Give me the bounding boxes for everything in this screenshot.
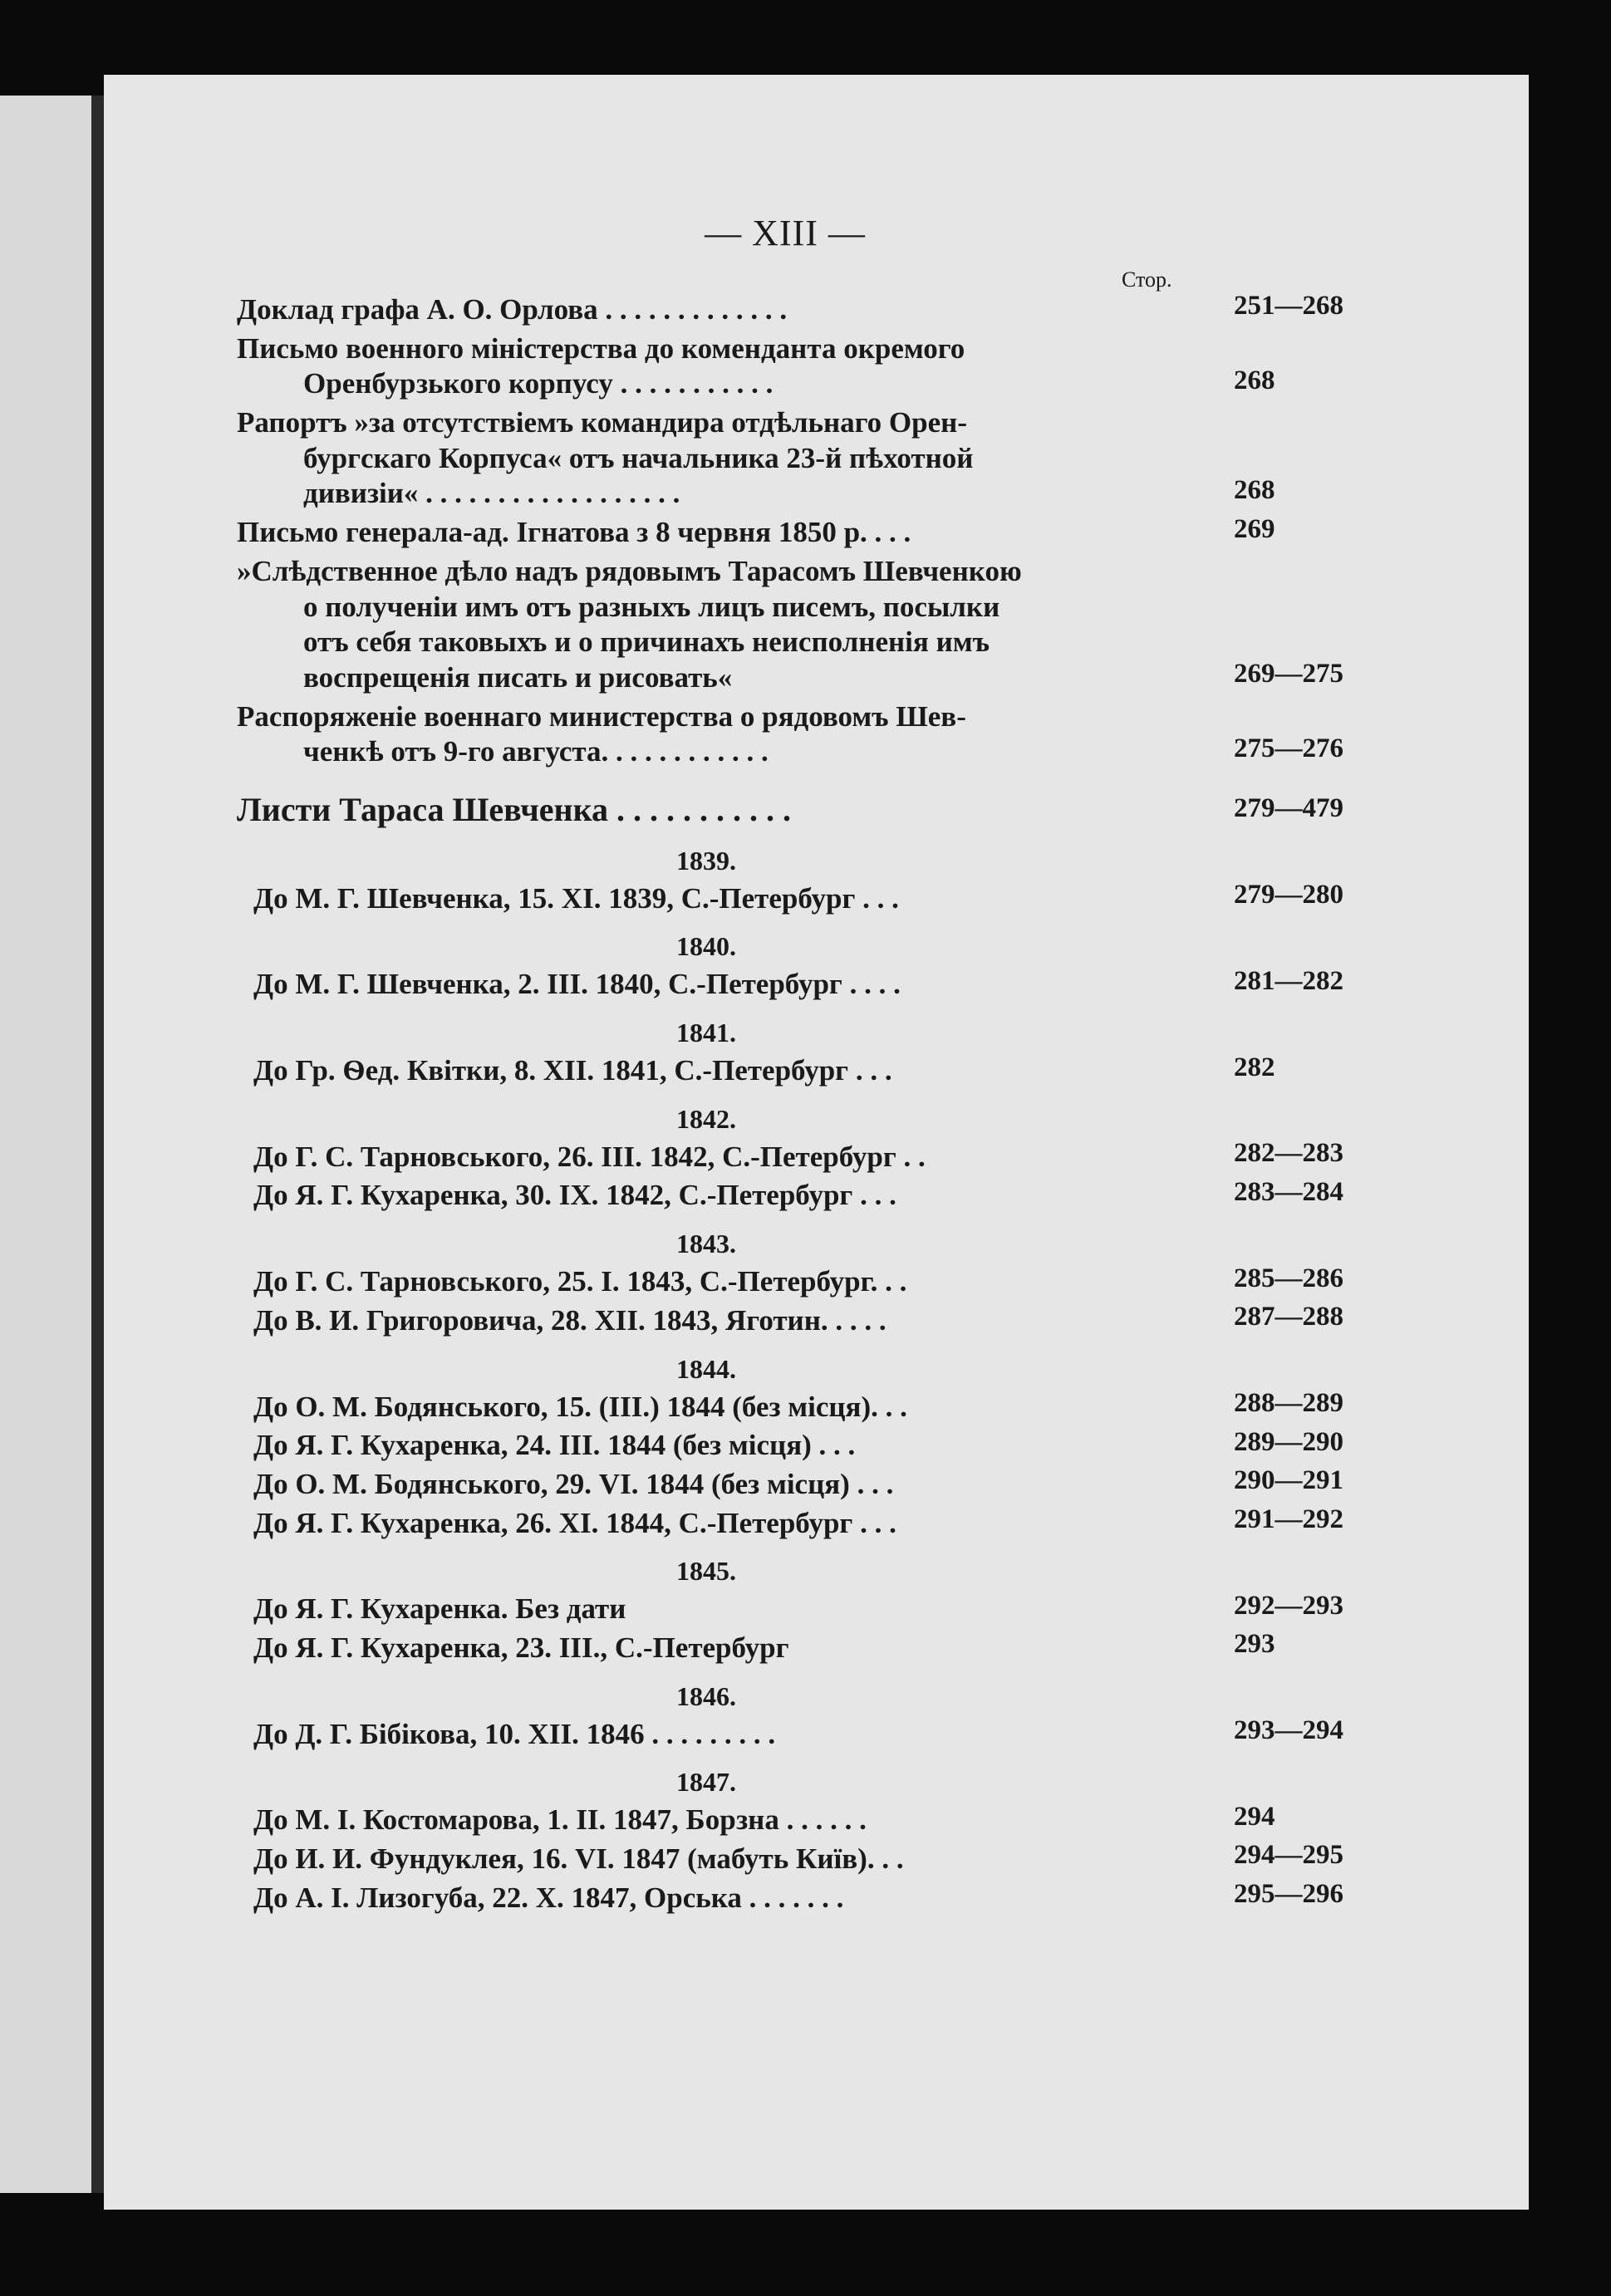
toc-entry bbox=[237, 699, 1400, 770]
letter-title: До Г. С. Тарновського, 26. III. 1842, С.-Петербург . . bbox=[253, 1140, 926, 1173]
letter-entry bbox=[237, 1592, 1400, 1627]
adjacent-page-edge bbox=[0, 96, 98, 2193]
letter-title: До Д. Г. Бібікова, 10. XII. 1846 . . . . . . . . . bbox=[253, 1717, 776, 1750]
letter-entry bbox=[237, 967, 1400, 1003]
letter-pages: 282 bbox=[1234, 1052, 1275, 1082]
letter-title: До Я. Г. Кухаренка, 30. IX. 1842, С.-Петербург . . . bbox=[253, 1179, 896, 1212]
entry-line: бургскаго Корпуса« отъ начальника 23-й пѣхотной bbox=[303, 441, 974, 474]
entry-title bbox=[237, 515, 1176, 551]
letter-entry bbox=[237, 1881, 1400, 1916]
entry-line: Письмо военного міністерства до коменданта окремого bbox=[237, 331, 965, 365]
entry-line: Письмо генерала-ад. Ігнатова з 8 червня 1850 р. . . . bbox=[237, 516, 911, 549]
letter-entry bbox=[237, 881, 1400, 917]
entry-title bbox=[237, 554, 1176, 696]
page-number: — XIII — bbox=[705, 213, 866, 253]
year-heading: 1842. bbox=[676, 1103, 736, 1134]
letter-pages: 279—280 bbox=[1234, 880, 1343, 910]
letter-pages: 292—293 bbox=[1234, 1590, 1343, 1621]
letter-pages: 282—283 bbox=[1234, 1138, 1343, 1169]
year-heading: 1847. bbox=[676, 1767, 736, 1798]
table-of-contents bbox=[237, 292, 1400, 1919]
letters-section bbox=[237, 790, 1400, 831]
entry-line: о полученіи имъ отъ разныхъ лицъ писемъ, посылки bbox=[303, 590, 1000, 623]
letter-title: До О. М. Бодянського, 15. (III.) 1844 (без місця). . . bbox=[253, 1390, 907, 1423]
entry-line: »Слѣдственное дѣло надъ рядовымъ Тарасомъ Шевченкою bbox=[237, 554, 1022, 587]
entry-pages: 269 bbox=[1234, 513, 1275, 544]
letter-pages: 294—295 bbox=[1234, 1840, 1343, 1871]
letter-entry bbox=[237, 1842, 1400, 1877]
letter-entry bbox=[237, 1631, 1400, 1666]
letter-title: До Г. С. Тарновського, 25. I. 1843, С.-Петербург. . . bbox=[253, 1265, 907, 1298]
year-heading: 1844. bbox=[676, 1353, 736, 1384]
entry-line: отъ себя таковыхъ и о причинахъ неисполненія имъ bbox=[303, 626, 990, 659]
letter-entry bbox=[237, 1428, 1400, 1464]
letter-pages: 294 bbox=[1234, 1801, 1275, 1832]
year-heading: 1843. bbox=[676, 1229, 736, 1259]
letter-pages: 293 bbox=[1234, 1629, 1275, 1660]
section-title: Листи Тараса Шевченка . . . . . . . . . . . bbox=[237, 790, 792, 828]
document-page bbox=[104, 75, 1529, 2210]
letter-title: До В. И. Григоровича, 28. XII. 1843, Яготин. . . . . bbox=[253, 1303, 887, 1337]
entry-pages: 269—275 bbox=[1234, 659, 1343, 689]
toc-entry bbox=[237, 515, 1400, 551]
year-heading: 1845. bbox=[676, 1556, 736, 1587]
letter-entry bbox=[237, 1803, 1400, 1838]
entry-title bbox=[237, 699, 1176, 770]
letter-entry bbox=[237, 1053, 1400, 1089]
entry-line: Доклад графа А. О. Орлова . . . . . . . . . . . . . bbox=[237, 293, 788, 326]
letter-pages: 283—284 bbox=[1234, 1176, 1343, 1207]
year-heading: 1840. bbox=[676, 931, 736, 962]
entry-pages: 275—276 bbox=[1234, 733, 1343, 763]
toc-entry bbox=[237, 292, 1400, 328]
entry-pages: 268 bbox=[1234, 474, 1275, 505]
letter-title: До Я. Г. Кухаренка, 26. XI. 1844, С.-Петербург . . . bbox=[253, 1506, 896, 1539]
letter-pages: 287—288 bbox=[1234, 1302, 1343, 1332]
letter-entry bbox=[237, 1140, 1400, 1175]
entry-line: Распоряженіе военнаго министерства о рядовомъ Шев- bbox=[237, 699, 966, 733]
entry-pages: 268 bbox=[1234, 365, 1275, 395]
pages-column-header: Стор. bbox=[1122, 267, 1172, 292]
entry-line: ченкѣ отъ 9-го августа. . . . . . . . . . . . bbox=[303, 735, 769, 768]
letter-title: До Гр. Ѳед. Квітки, 8. XII. 1841, С.-Петербург . . . bbox=[253, 1054, 892, 1087]
entry-line: Оренбурзького корпусу . . . . . . . . . . . bbox=[303, 367, 774, 400]
letter-title: До Я. Г. Кухаренка. Без дати bbox=[253, 1592, 626, 1626]
letter-pages: 288—289 bbox=[1234, 1387, 1343, 1418]
entry-line: воспрещенія писать и рисовать« bbox=[303, 660, 733, 694]
letter-entry bbox=[237, 1264, 1400, 1300]
letter-title: До И. И. Фундуклея, 16. VI. 1847 (мабуть Київ). . . bbox=[253, 1842, 904, 1876]
entry-pages: 251—268 bbox=[1234, 291, 1343, 321]
letter-entry bbox=[237, 1467, 1400, 1503]
letter-entry bbox=[237, 1506, 1400, 1542]
letter-entry bbox=[237, 1178, 1400, 1214]
letter-title: До Я. Г. Кухаренка, 23. III., С.-Петербург bbox=[253, 1631, 789, 1664]
section-pages: 279—479 bbox=[1234, 793, 1343, 824]
entry-title bbox=[237, 331, 1176, 402]
year-heading: 1846. bbox=[676, 1680, 736, 1711]
letter-pages: 290—291 bbox=[1234, 1465, 1343, 1496]
letter-title: До Я. Г. Кухаренка, 24. III. 1844 (без місця) . . . bbox=[253, 1429, 856, 1462]
entry-title bbox=[237, 292, 1176, 328]
year-heading: 1839. bbox=[676, 845, 736, 876]
toc-entry bbox=[237, 405, 1400, 512]
letter-pages: 291—292 bbox=[1234, 1504, 1343, 1535]
letter-pages: 281—282 bbox=[1234, 965, 1343, 996]
letter-entry bbox=[237, 1387, 1400, 1425]
letter-entry bbox=[237, 1717, 1400, 1753]
letter-title: До А. І. Лизогуба, 22. X. 1847, Орська . . . . . . . bbox=[253, 1881, 844, 1914]
year-heading: 1841. bbox=[676, 1018, 736, 1048]
letter-pages: 285—286 bbox=[1234, 1263, 1343, 1293]
toc-entry bbox=[237, 554, 1400, 696]
entry-line: дивизіи« . . . . . . . . . . . . . . . . . . bbox=[303, 477, 680, 510]
letter-title: До М. Г. Шевченка, 2. III. 1840, С.-Петербург . . . . bbox=[253, 968, 901, 1001]
letter-pages: 293—294 bbox=[1234, 1715, 1343, 1746]
letter-pages: 295—296 bbox=[1234, 1879, 1343, 1910]
entry-title bbox=[237, 405, 1176, 512]
entry-line: Рапортъ »за отсутствіемъ командира отдѣльнаго Орен- bbox=[237, 406, 967, 439]
letter-title: До М. І. Костомарова, 1. II. 1847, Борзна . . . . . . bbox=[253, 1803, 867, 1837]
letter-entry bbox=[237, 1303, 1400, 1339]
letter-title: До О. М. Бодянського, 29. VI. 1844 (без місця) . . . bbox=[253, 1467, 894, 1500]
toc-entry bbox=[237, 331, 1400, 402]
letter-title: До М. Г. Шевченка, 15. XI. 1839, С.-Петербург . . . bbox=[253, 881, 899, 915]
letter-pages: 289—290 bbox=[1234, 1426, 1343, 1457]
